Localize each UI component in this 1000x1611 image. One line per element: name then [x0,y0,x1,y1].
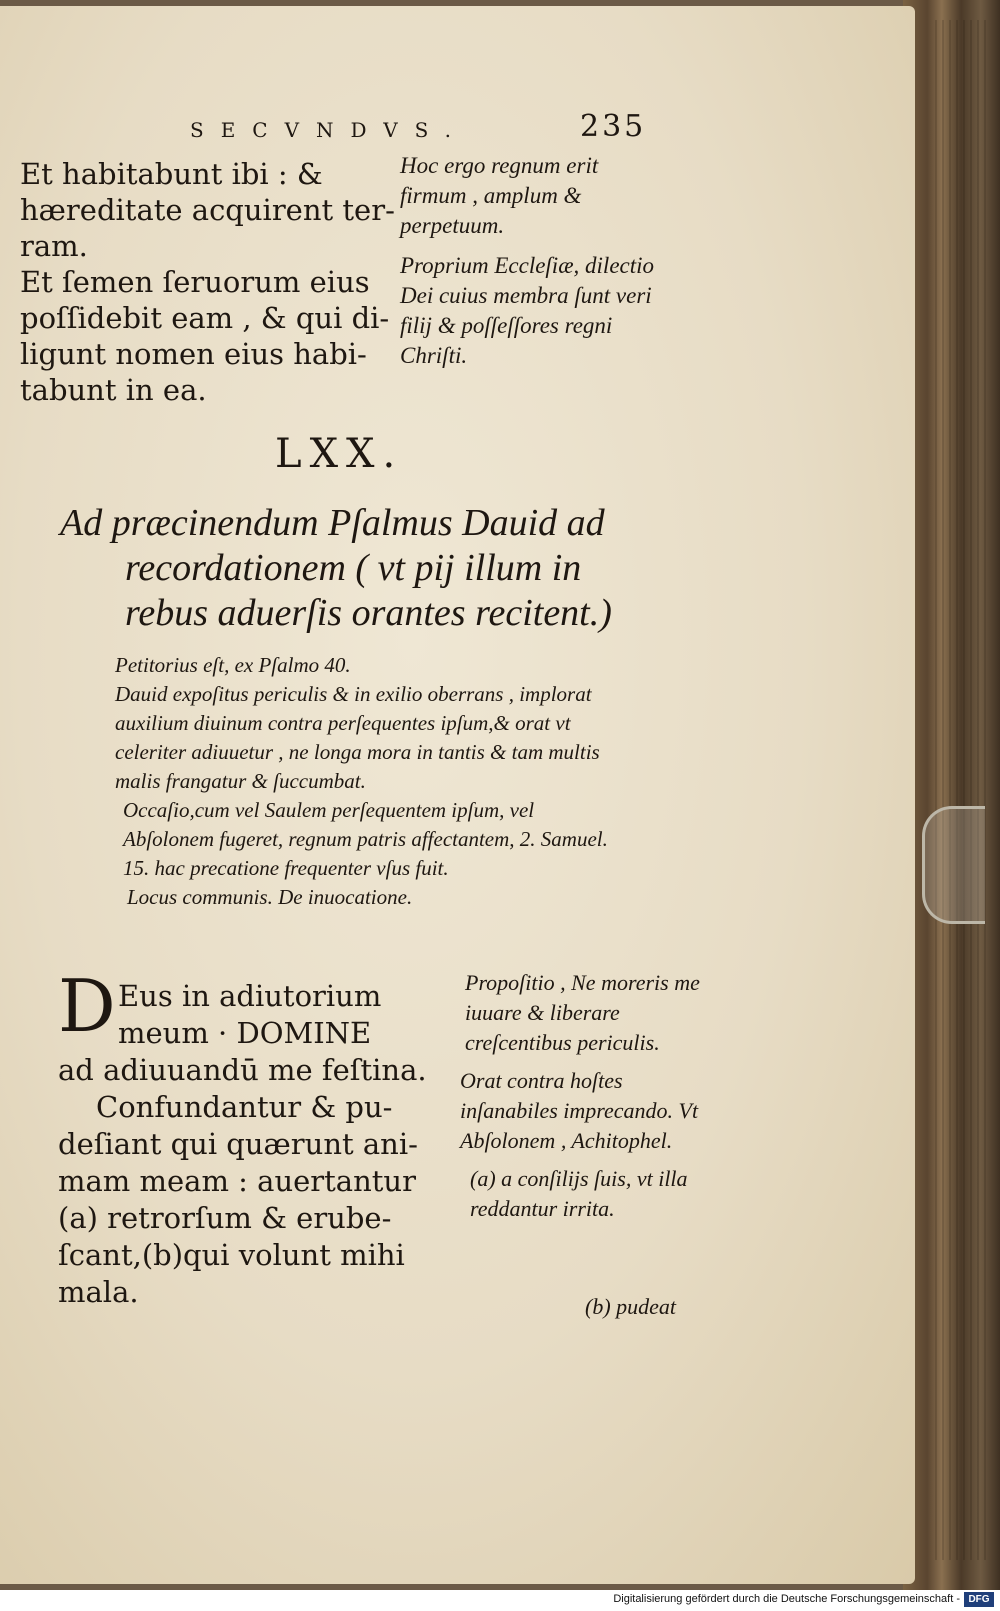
argument-paragraph: Petitorius eſt, ex Pſalmo 40. [115,653,351,677]
verse-line: Et habitabunt ibi : & [20,157,323,191]
margin-note: Orat contra hoſtes inſanabiles imprecando. Vt Abſolonem , Achitophel. [460,1068,699,1153]
margin-note: Propoſitio , Ne moreris me iuuare & liberare creſcentibus periculis. [465,970,700,1055]
running-title: SECVNDVS. [190,118,469,142]
verse-block-2 [58,978,438,1311]
page-edges [930,20,990,1560]
argument-paragraph: Locus communis. De inuocatione. [127,885,413,909]
verse-line: ad adiuuandū me feſtina. [58,1053,427,1087]
psalm-title [60,501,640,636]
title-line: Ad præcinendum Pſalmus Dauid ad [60,502,605,544]
argument-paragraph: Occaſio,cum vel Saulem perſequentem ipſum, vel Abſolonem fugeret, regnum patris affectantem, 2. Samuel. 15. hac precatione frequenter vſus fuit. [123,798,608,880]
footer-bar [0,1590,1000,1611]
margin-notes-2 [440,968,710,1232]
margin-notes-1 [400,151,665,381]
verse-line: mam meam : auertantur [58,1164,416,1198]
verse-block-1 [20,156,395,408]
dfg-logo: DFG [964,1592,994,1607]
title-line: recordationem ( vt pij illum in [125,547,582,589]
verse-line: meum · DOMINE [118,1016,372,1050]
verse-line: ſcant,(b)qui volunt mihi [58,1238,405,1272]
psalm-argument [115,651,625,912]
drop-cap-initial: D [58,964,116,1048]
verse-line: mala. [58,1275,139,1309]
verse-line: deſiant qui quærunt ani- [58,1127,418,1161]
margin-note: Proprium Eccleſiæ, dilectio Dei cuius membra ſunt veri filij & poſſeſſores regni Chriſti. [400,253,655,368]
verse-line: ligunt nomen eius habi- [20,337,367,371]
verse-line: Confundantur & pu- [96,1090,393,1124]
page-number: 235 [580,109,647,144]
verse-line: tabunt in ea. [20,373,207,407]
margin-note: Hoc ergo regnum erit firmum , amplum & perpetuum. [400,153,599,238]
verse-line: ram. [20,229,88,263]
verse-line: (a) retrorſum & erube- [58,1201,392,1235]
verse-line: Et ſemen ſeruorum eius [20,265,370,299]
verse-line: Eus in adiutorium [118,979,382,1013]
margin-note: (a) a conſilijs ſuis, vt illa reddantur irrita. [470,1166,688,1221]
argument-paragraph: Dauid expoſitus periculis & in exilio oberrans , implorat auxilium diuinum contra perſequentes ipſum,& orat vt celeriter adiuuetur , ne longa mora in tantis & tam multis malis frangatur & ſuccumbat. [115,682,600,793]
funding-credit: Digitalisierung gefördert durch die Deutsche Forschungsgemeinschaft - [613,1593,960,1605]
catchword: (b) pudeat [585,1294,677,1319]
title-line: rebus aduerſis orantes recitent.) [125,592,612,634]
verse-line: poſſidebit eam , & qui di- [20,301,390,335]
psalm-number: LXX. [275,431,404,477]
page-leaf [0,6,915,1584]
page-clip [922,806,985,924]
verse-line: hæreditate acquirent ter- [20,193,395,227]
